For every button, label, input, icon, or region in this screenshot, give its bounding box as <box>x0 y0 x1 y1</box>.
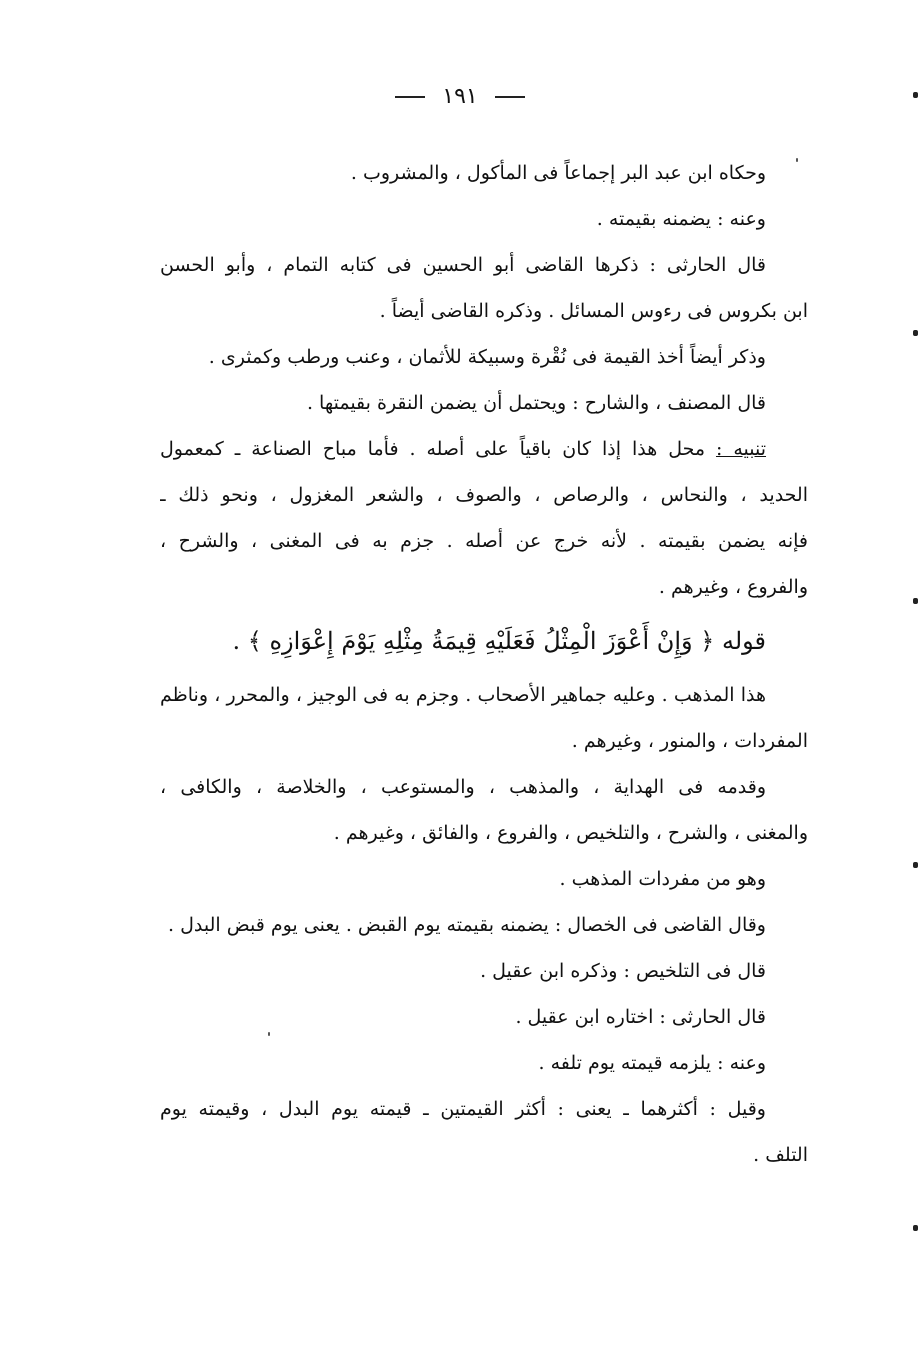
margin-mark <box>913 330 918 336</box>
text-line: الحديد ، والنحاس ، والرصاص ، والصوف ، والشعر المغزول ، ونحو ذلك ـ <box>160 484 808 506</box>
text-line: وعنه : يلزمه قيمته يوم تلفه . <box>538 1052 766 1074</box>
text-line: التلف . <box>753 1144 808 1166</box>
text-line: وقدمه فى الهداية ، والمذهب ، والمستوعب ، والخلاصة ، والكافى ، <box>160 776 766 798</box>
text-line: وذكر أيضاً أخذ القيمة فى نُقْرة وسبيكة للأثمان ، وعنب ورطب وكمثرى . <box>208 346 766 368</box>
margin-mark <box>913 1225 918 1231</box>
margin-mark <box>913 92 918 98</box>
text-line: ابن بكروس فى رءوس المسائل . وذكره القاضى أيضاً . <box>379 300 808 322</box>
text-line: قال فى التلخيص : وذكره ابن عقيل . <box>480 960 766 982</box>
text-line: فإنه يضمن بقيمته . لأنه خرج عن أصله . جزم به فى المغنى ، والشرح ، <box>160 530 808 552</box>
text-line: قال المصنف ، والشارح : ويحتمل أن يضمن النقرة بقيمتها . <box>306 392 766 414</box>
text-line: قال الحارثى : ذكرها القاضى أبو الحسين فى كتابه التمام ، وأبو الحسن <box>160 254 766 276</box>
header-dash-left <box>395 96 425 98</box>
page-header <box>0 84 920 109</box>
ink-speck <box>796 158 798 162</box>
margin-mark <box>913 862 918 868</box>
page-body <box>160 150 808 1178</box>
ink-speck <box>268 1032 270 1036</box>
text-line: وحكاه ابن عبد البر إجماعاً فى المأكول ، والمشروب . <box>350 162 766 184</box>
header-dash-right <box>495 96 525 98</box>
text-line: وهو من مفردات المذهب . <box>559 868 766 890</box>
text-line: قال الحارثى : اختاره ابن عقيل . <box>515 1006 766 1028</box>
text-line: وقال القاضى فى الخصال : يضمنه بقيمته يوم القبض . يعنى يوم قبض البدل . <box>168 914 766 936</box>
page-number: ١٩١ <box>442 84 478 109</box>
note-label: تنبيه : <box>715 438 767 460</box>
text-line: المفردات ، والمنور ، وغيرهم . <box>571 730 808 752</box>
text-line: هذا المذهب . وعليه جماهير الأصحاب . وجزم به فى الوجيز ، والمحرر ، وناظم <box>160 684 766 706</box>
margin-mark <box>913 598 918 604</box>
note-line: تنبيه : محل هذا إذا كان باقياً على أصله . فأما مباح الصناعة ـ كمعمول <box>160 438 767 460</box>
text-line: والفروع ، وغيرهم . <box>658 576 808 598</box>
quoted-passage: قوله ﴿ وَإِنْ أَعْوَزَ الْمِثْلُ فَعَلَيْهِ قِيمَةُ مِثْلِهِ يَوْمَ إِعْوَازِهِ ﴾ . <box>232 627 766 655</box>
text-line: وقيل : أكثرهما ـ يعنى : أكثر القيمتين ـ قيمته يوم البدل ، وقيمته يوم <box>160 1098 766 1120</box>
text-line: والمغنى ، والشرح ، والتلخيص ، والفروع ، والفائق ، وغيرهم . <box>333 822 808 844</box>
text-line: وعنه : يضمنه بقيمته . <box>596 208 766 230</box>
